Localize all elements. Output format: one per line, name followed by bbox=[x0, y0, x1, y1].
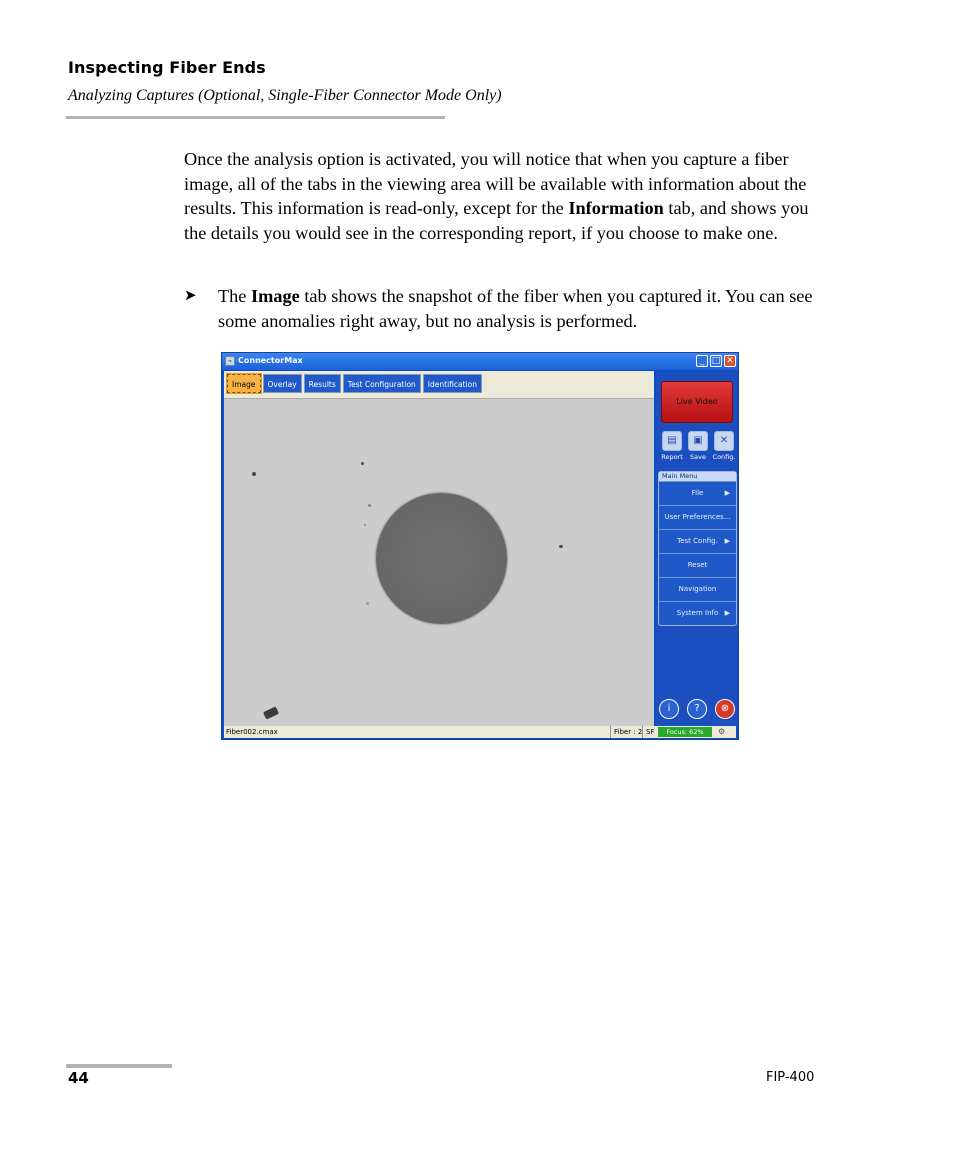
submenu-arrow-icon: ▶ bbox=[724, 489, 730, 497]
report-icon: ▤ bbox=[662, 431, 682, 451]
submenu-arrow-icon: ▶ bbox=[724, 609, 730, 617]
product-name: FIP-400 bbox=[766, 1070, 815, 1085]
anomaly-speck bbox=[364, 524, 366, 526]
anomaly-speck bbox=[361, 462, 364, 465]
side-panel bbox=[656, 371, 738, 726]
section-subtitle: Analyzing Captures (Optional, Single-Fiber Connector Mode Only) bbox=[68, 87, 502, 104]
status-fiber: Fiber : 2 bbox=[610, 726, 642, 738]
header-divider bbox=[66, 116, 445, 119]
tab-bar bbox=[227, 374, 482, 394]
menu-item-user-preferences[interactable] bbox=[659, 505, 736, 529]
status-filename: Fiber002.cmax bbox=[226, 728, 278, 736]
footer-divider bbox=[66, 1064, 172, 1068]
anomaly-speck bbox=[368, 504, 371, 507]
menu-item-label: File bbox=[691, 489, 704, 497]
fiber-core bbox=[376, 493, 507, 624]
menu-item-reset[interactable] bbox=[659, 553, 736, 577]
para-text-1: Once the analysis option is activated, you will notice that when you capture a fiber image, all of the tabs in the viewing area will be available with information about the results. This information is read-only, except for the bbox=[184, 149, 807, 219]
status-focus: Focus: 62% bbox=[658, 727, 712, 737]
tab-image[interactable]: Image bbox=[227, 374, 261, 393]
live-video-button[interactable]: Live Video bbox=[661, 381, 733, 423]
anomaly-speck bbox=[559, 545, 563, 548]
app-title: ConnectorMax bbox=[238, 356, 303, 365]
main-menu bbox=[658, 471, 737, 626]
info-icon[interactable]: i bbox=[659, 699, 679, 719]
app-window-screenshot bbox=[221, 352, 739, 740]
app-icon: ⌁ bbox=[225, 356, 235, 366]
tab-results[interactable]: Results bbox=[304, 374, 341, 393]
help-icon[interactable]: ? bbox=[687, 699, 707, 719]
para-bold: Information bbox=[568, 198, 664, 219]
submenu-arrow-icon: ▶ bbox=[724, 537, 730, 545]
tab-identification[interactable]: Identification bbox=[423, 374, 482, 393]
page-number: 44 bbox=[68, 1069, 89, 1087]
viewing-area bbox=[224, 371, 654, 726]
intro-paragraph bbox=[184, 147, 824, 245]
toolbar-label: Report bbox=[661, 453, 683, 461]
tab-overlay[interactable]: Overlay bbox=[263, 374, 302, 393]
bullet-arrow-icon: ➤ bbox=[184, 288, 197, 304]
anomaly-speck bbox=[366, 602, 369, 605]
menu-item-label: Navigation bbox=[678, 585, 717, 593]
debris bbox=[263, 706, 279, 719]
status-mode: SF bbox=[642, 726, 654, 738]
anomaly-speck bbox=[252, 472, 256, 476]
report-button[interactable] bbox=[660, 431, 684, 467]
close-icon[interactable]: ✕ bbox=[724, 355, 736, 367]
config-button[interactable] bbox=[712, 431, 736, 467]
save-button[interactable] bbox=[686, 431, 710, 467]
menu-item-test-config[interactable] bbox=[659, 529, 736, 553]
bullet-text-1: The bbox=[218, 286, 251, 306]
config-icon: ✕ bbox=[714, 431, 734, 451]
menu-item-file[interactable] bbox=[659, 481, 736, 505]
bottom-toolbar bbox=[659, 699, 735, 719]
minimize-icon[interactable]: _ bbox=[696, 355, 708, 367]
menu-item-label: Reset bbox=[687, 561, 708, 569]
maximize-icon[interactable]: □ bbox=[711, 356, 721, 366]
menu-item-label: Test Config. bbox=[677, 537, 718, 545]
save-icon: ▣ bbox=[688, 431, 708, 451]
fiber-image bbox=[224, 398, 654, 727]
menu-item-label: User Preferences... bbox=[664, 513, 731, 521]
menu-item-label: System Info bbox=[676, 609, 719, 617]
status-tool-icon: ⚙ bbox=[718, 727, 726, 736]
title-bar bbox=[222, 353, 738, 370]
toolbar-label: Save bbox=[690, 453, 706, 461]
toolbar-label: Config. bbox=[712, 453, 736, 461]
status-bar bbox=[224, 726, 736, 738]
toolbar bbox=[660, 431, 736, 467]
main-menu-title: Main Menu bbox=[659, 472, 736, 481]
menu-item-system-info[interactable] bbox=[659, 601, 736, 625]
exit-icon[interactable]: ⊗ bbox=[715, 699, 735, 719]
bullet-text bbox=[218, 284, 824, 333]
para-text-2: tab, and shows you the details you would see in the corresponding report, if you choose to make one. bbox=[184, 198, 809, 243]
menu-item-navigation[interactable] bbox=[659, 577, 736, 601]
bullet-text-2: tab shows the snapshot of the fiber when you captured it. You can see some anomalies right away, but no analysis is performed. bbox=[218, 286, 813, 331]
tab-test-configuration[interactable]: Test Configuration bbox=[343, 374, 421, 393]
bullet-item bbox=[184, 284, 824, 333]
bullet-bold: Image bbox=[251, 286, 300, 306]
section-title: Inspecting Fiber Ends bbox=[68, 58, 266, 77]
